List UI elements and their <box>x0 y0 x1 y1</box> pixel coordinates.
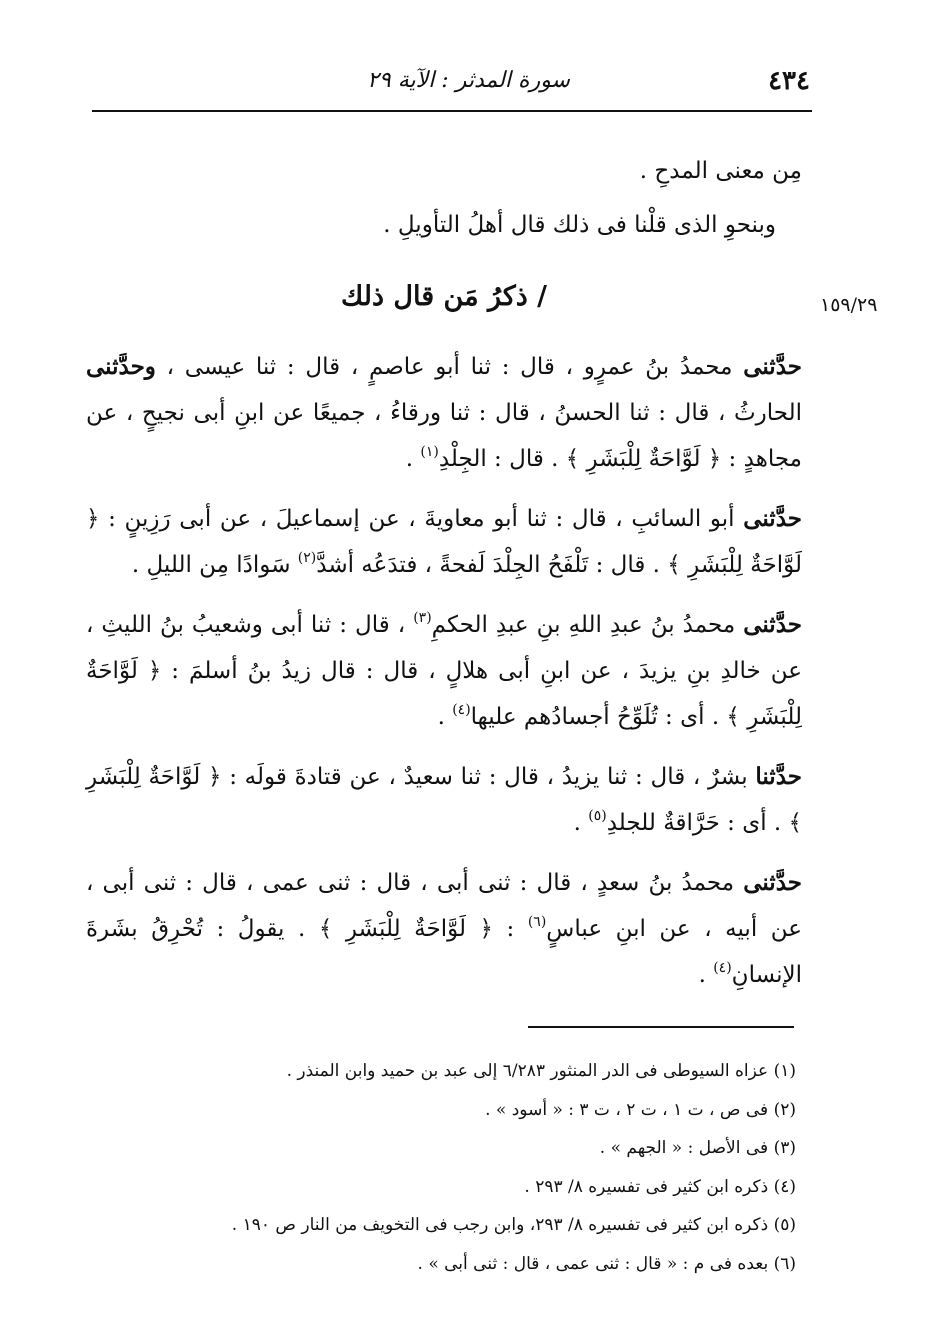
paragraph-text: محمدُ بنُ عمرٍو ، قال : ثنا أبو عاصمٍ ، قال : ثنا عيسى ، <box>155 354 744 380</box>
paragraph-text: بشرٌ ، قال : ثنا يزيدُ ، قال : ثنا سعيدٌ ، عن قتادةَ قولَه : ﴿ لَوَّاحَةٌ لِلْبَشَرِ ﴾ . أى : حَرَّاقةٌ للجلدِ <box>86 764 802 836</box>
narration-lead: حدَّثنى <box>743 353 802 380</box>
narration-lead: حدَّثنا <box>755 763 802 790</box>
page-header <box>90 64 810 110</box>
footnote-marker: (٢) <box>297 550 317 566</box>
footnote-marker: (١) <box>420 444 439 460</box>
paragraph-5 <box>86 754 802 846</box>
narration-lead: حدَّثنى <box>743 505 802 532</box>
paragraph-end: . <box>405 446 421 472</box>
paragraph-end: . <box>573 810 589 836</box>
narration-lead-2: وحدَّثنى <box>86 353 156 380</box>
paragraph-1: وبنحوِ الذى قلْنا فى ذلك قال أهلُ التأويلِ . <box>383 212 776 238</box>
paragraph-end: سَوادًا مِن الليلِ . <box>131 552 298 578</box>
paragraph-3 <box>86 496 802 588</box>
paragraph-2 <box>86 344 802 482</box>
paragraph-text: ، قال : ثنا أبى وشعيبُ بنُ الليثِ ، عن خالدِ بنِ يزيدَ ، عن ابنِ أبى هلالٍ ، قال : قال زيدُ بنُ أسلمَ : ﴿ لَوَّاحَةٌ لِلْبَشَرِ ﴾ . أى : تُلَوِّحُ أجسادُهم عليها <box>86 612 802 730</box>
footnote-marker: (٦) <box>527 914 547 930</box>
header-rule <box>92 110 812 112</box>
narration-lead: حدَّثنى <box>743 869 802 896</box>
paragraph-4 <box>86 602 802 740</box>
paragraph-end: . <box>437 704 453 730</box>
paragraph-text: أبو السائبِ ، قال : ثنا أبو معاويةَ ، عن إسماعيلَ ، عن أبى رَزِينٍ : ﴿ لَوَّاحَةٌ لِلْبَشَرِ ﴾ . قال : تَلْفَحُ الجِلْدَ لَفحةً ، فتدَعُه أشدَّ <box>86 506 802 578</box>
body-text <box>86 148 802 1012</box>
footnote-marker: (٥) <box>588 808 607 824</box>
paragraph-0: مِن معنى المدحِ . <box>639 158 802 184</box>
paragraph-text: : ﴿ لَوَّاحَةٌ لِلْبَشَرِ ﴾ . يقولُ : تُحْرِقُ بشَرةَ الإنسانِ <box>86 916 802 988</box>
footnote-rule <box>528 1026 794 1028</box>
footnote-3: (٣) فى الأصل : « الجهم » . <box>599 1138 796 1158</box>
footnote-6: (٦) بعده فى م : « قال : ثنى عمى ، قال : ثنى أبى » . <box>417 1253 796 1274</box>
running-title: سورة المدثر : الآية ٢٩ <box>367 68 570 93</box>
paragraph-end: . <box>698 962 714 988</box>
paragraph-text: محمدُ بنُ سعدٍ ، قال : ثنى أبى ، قال : ثنى عمى ، قال : ثنى أبى ، عن أبيه ، عن ابنِ عباسٍ <box>86 870 802 942</box>
footnote-4: (٤) ذكره ابن كثير فى تفسيره ٨/ ٢٩٣ . <box>524 1176 796 1197</box>
paragraph-text: محمدُ بنُ عبدِ اللهِ بنِ عبدِ الحكمِ <box>431 612 744 638</box>
page-number: ٤٣٤ <box>768 66 810 96</box>
section-heading: / ذكرُ مَن قال ذلك <box>340 281 547 312</box>
paragraph-6 <box>86 860 802 998</box>
footnotes <box>160 1052 796 1283</box>
narration-lead: حدَّثنى <box>743 611 802 638</box>
footnote-1: (١) عزاه السيوطى فى الدر المنثور ٦/٢٨٣ إلى عبد بن حميد وابن المنذر . <box>286 1061 796 1081</box>
footnote-marker: (٣) <box>413 610 432 626</box>
margin-reference: ١٥٩/٢٩ <box>820 294 878 316</box>
footnote-marker: (٤) <box>452 702 471 718</box>
footnote-marker: (٤) <box>713 960 732 976</box>
footnote-2: (٢) فى ص ، ت ١ ، ت ٢ ، ت ٣ : « أسود » . <box>485 1099 796 1120</box>
footnote-5: (٥) ذكره ابن كثير فى تفسيره ٨/ ٢٩٣، وابن رجب فى التخويف من النار ص ١٩٠ . <box>231 1215 796 1235</box>
paragraph-text: الحارثُ ، قال : ثنا الحسنُ ، قال : ثنا ورقاءُ ، جميعًا عن ابنِ أبى نجيحٍ ، عن مجاهدٍ : ﴿ لَوَّاحَةٌ لِلْبَشَرِ ﴾ . قال : الجِلْدِ <box>86 400 802 472</box>
